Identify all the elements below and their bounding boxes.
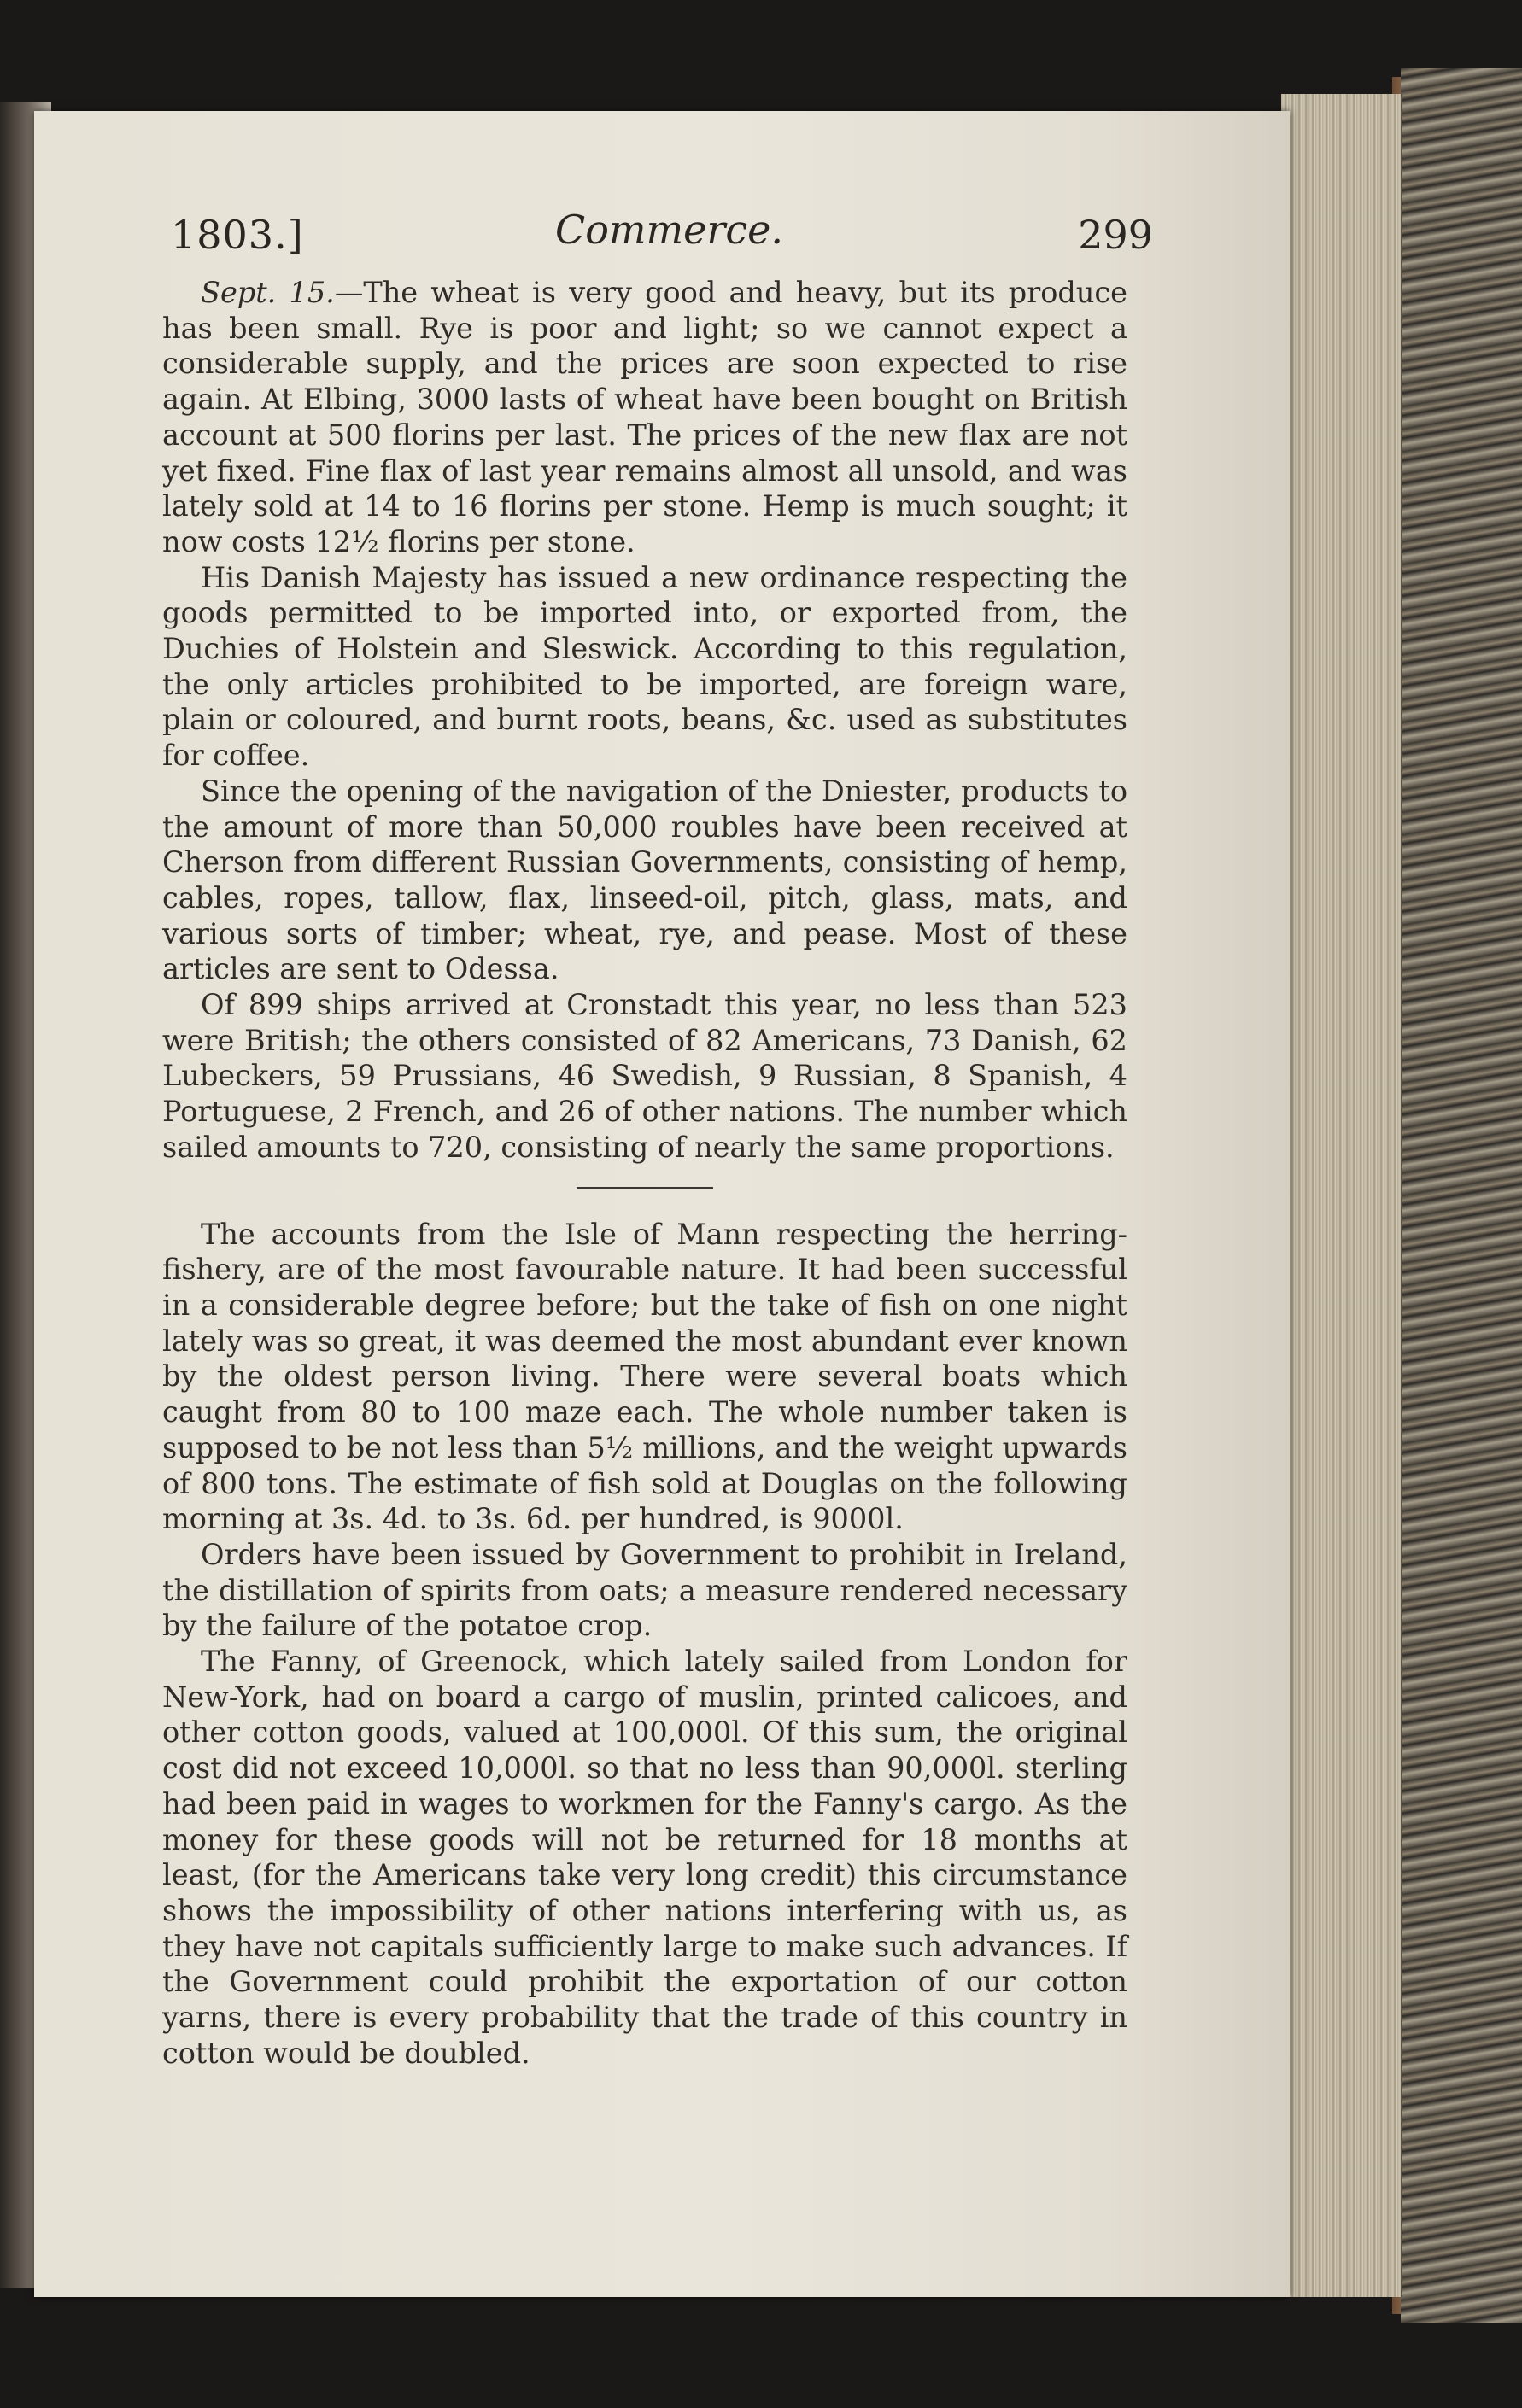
page-body — [162, 275, 1127, 2071]
paragraph: His Danish Majesty has issued a new ordinance respecting the goods permitted to be imported into, or exported from, the Duchies of Holstein and Sleswick. According to this regulation, the only articles prohibited to be imported, are foreign ware, plain or coloured, and burnt roots, beans, &c. used as substitutes for coffee. — [162, 560, 1127, 773]
section-divider — [577, 1187, 713, 1189]
page-number: 299 — [1078, 212, 1153, 258]
page-edges — [1281, 94, 1402, 2297]
header-title: Commerce. — [555, 207, 783, 253]
paragraph: Of 899 ships arrived at Cronstadt this year, no less than 523 were British; the others consisted of 82 Americans, 73 Danish, 62 Lubeckers, 59 Prussians, 46 Swedish, 9 Russian, 8 Spanish, 4 Portuguese, 2 French, and 26 of other nations. The number which sailed amounts to 720, consisting of nearly the same proportions. — [162, 988, 1127, 1164]
paragraph: The Fanny, of Greenock, which lately sailed from London for New-York, had on board a cargo of muslin, printed calicoes, and other cotton goods, valued at 100,000l. Of this sum, the original cost did not exceed 10,000l. so that no less than 90,000l. sterling had been paid in wages to workmen for the Fanny's cargo. As the money for these goods will not be returned for 18 months at least, (for the Americans take very long credit) this circumstance shows the impossibility of other nations interfering with us, as they have not capitals sufficiently large to make such advances. If the Government could prohibit the exportation of our cotton yarns, there is every probability that the trade of this country in cotton would be doubled. — [162, 1645, 1127, 2070]
paragraph: Since the opening of the navigation of the Dniester, products to the amount of more than 50,000 roubles have been received at Cherson from different Russian Governments, consisting of hemp, cables, ropes, tallow, flax, linseed-oil, pitch, glass, mats, and various sorts of timber; wheat, rye, and pease. Most of these articles are sent to Odessa. — [162, 774, 1127, 986]
marbled-cover — [1401, 68, 1522, 2323]
paragraph-date: Sept. 15. — [201, 276, 335, 309]
paragraph: Orders have been issued by Government to prohibit in Ireland, the distillation of spirits from oats; a measure rendered necessary by the failure of the potatoe crop. — [162, 1537, 1127, 1643]
paragraph — [162, 275, 1127, 560]
running-header — [162, 203, 1170, 263]
paragraph-text: —The wheat is very good and heavy, but its produce has been small. Rye is poor and light; so we cannot expect a considerable supply, and the prices are soon expected to rise again. At Elbing, 3000 lasts of wheat have been bought on British account at 500 florins per last. The prices of the new flax are not yet fixed. Fine flax of last year remains almost all unsold, and was lately sold at 14 to 16 florins per stone. Hemp is much sought; it now costs 12½ florins per stone. — [162, 276, 1127, 558]
paragraph: The accounts from the Isle of Mann respecting the herring-fishery, are of the most favourable nature. It had been successful in a considerable degree before; but the take of fish on one night lately was so great, it was deemed the most abundant ever known by the oldest person living. There were several boats which caught from 80 to 100 maze each. The whole number taken is supposed to be not less than 5½ millions, and the weight upwards of 800 tons. The estimate of fish sold at Douglas on the following morning at 3s. 4d. to 3s. 6d. per hundred, is 9000l. — [162, 1217, 1127, 1536]
header-year: 1803.] — [171, 212, 304, 258]
